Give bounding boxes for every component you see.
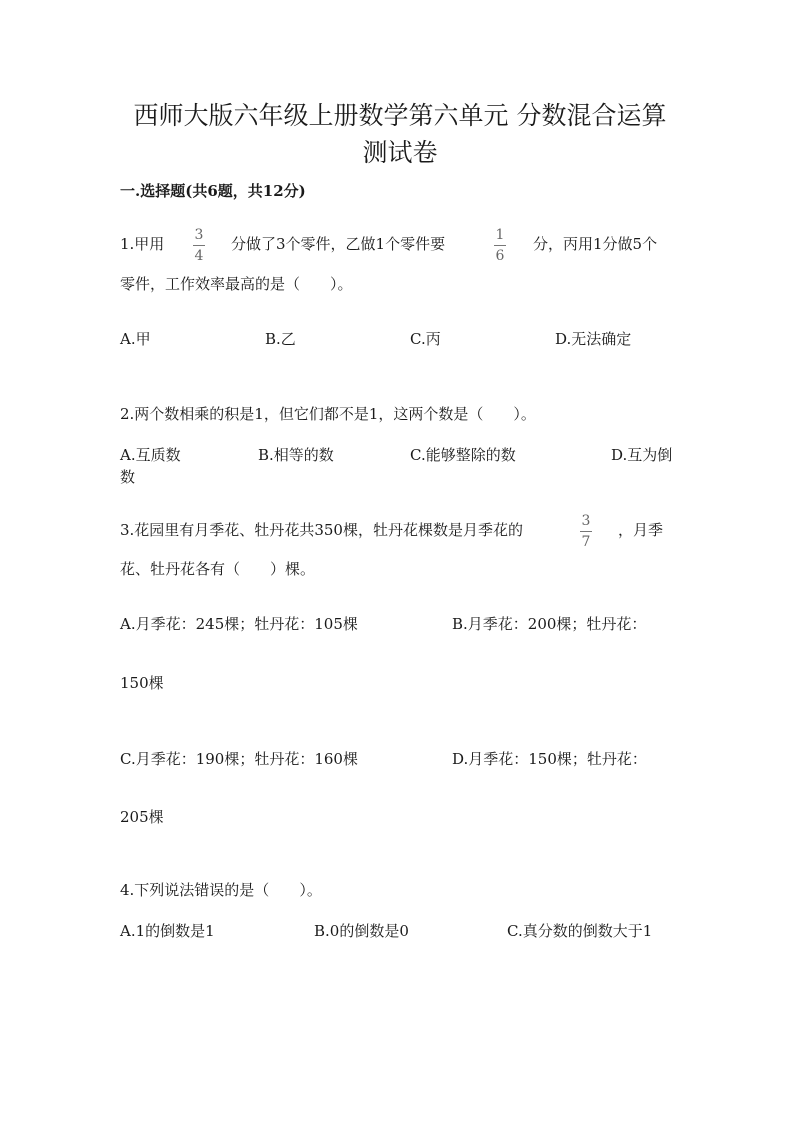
q3-option-b-wrap[interactable]: 150棵: [120, 674, 164, 692]
q1-option-a[interactable]: A.甲: [120, 330, 151, 348]
q2-option-c[interactable]: C.能够整除的数: [410, 446, 516, 464]
fraction-numerator: 3: [581, 513, 591, 529]
q1-text-line2: 零件，工作效率最高的是（ ）。: [120, 275, 353, 293]
q3-option-a[interactable]: A.月季花：245棵；牡丹花：105棵: [120, 615, 358, 633]
q2-option-b[interactable]: B.相等的数: [258, 446, 334, 464]
page-title-line2: 测试卷: [362, 138, 438, 167]
q2-option-a[interactable]: A.互质数: [120, 446, 181, 464]
q1-fraction-1: [193, 228, 205, 263]
q3-fraction: [580, 514, 592, 549]
q1-option-d[interactable]: D.无法确定: [555, 330, 632, 348]
fraction-denominator: 4: [194, 248, 204, 264]
q4-option-b[interactable]: B.0的倒数是0: [314, 922, 409, 940]
q3-text-b: ，月季: [618, 521, 664, 539]
q1-text-a: 1.甲用: [120, 235, 165, 253]
section-heading: 一.选择题(共6题，共12分): [120, 182, 306, 200]
q2-option-d-wrap[interactable]: 数: [120, 468, 136, 486]
q4-option-a[interactable]: A.1的倒数是1: [120, 922, 215, 940]
fraction-bar: [193, 245, 205, 246]
fraction-numerator: 3: [194, 227, 204, 243]
q3-text-line2: 花、牡丹花各有（ ）棵。: [120, 560, 316, 578]
q1-option-b[interactable]: B.乙: [265, 330, 296, 348]
q3-text-a: 3.花园里有月季花、牡丹花共350棵，牡丹花棵数是月季花的: [120, 521, 523, 539]
q2-stem: 2.两个数相乘的积是1，但它们都不是1，这两个数是（ ）。: [120, 405, 536, 423]
q4-stem: 4.下列说法错误的是（ ）。: [120, 881, 322, 899]
page-title-line1: 西师大版六年级上册数学第六单元 分数混合运算: [133, 101, 667, 130]
fraction-numerator: 1: [495, 227, 505, 243]
q3-option-d-wrap[interactable]: 205棵: [120, 808, 164, 826]
q3-option-d[interactable]: D.月季花：150棵；牡丹花：: [452, 750, 647, 768]
fraction-denominator: 7: [581, 534, 591, 550]
q1-text-c: 分，丙用1分做5个: [533, 235, 658, 253]
q1-option-c[interactable]: C.丙: [410, 330, 441, 348]
fraction-bar: [580, 531, 592, 532]
q3-option-b[interactable]: B.月季花：200棵；牡丹花：: [452, 615, 647, 633]
fraction-denominator: 6: [495, 248, 505, 264]
q3-option-c[interactable]: C.月季花：190棵；牡丹花：160棵: [120, 750, 358, 768]
q4-option-c[interactable]: C.真分数的倒数大于1: [507, 922, 653, 940]
q1-fraction-2: [494, 228, 506, 263]
fraction-bar: [494, 245, 506, 246]
q1-text-b: 分做了3个零件，乙做1个零件要: [231, 235, 446, 253]
q2-option-d[interactable]: D.互为倒: [611, 446, 673, 464]
